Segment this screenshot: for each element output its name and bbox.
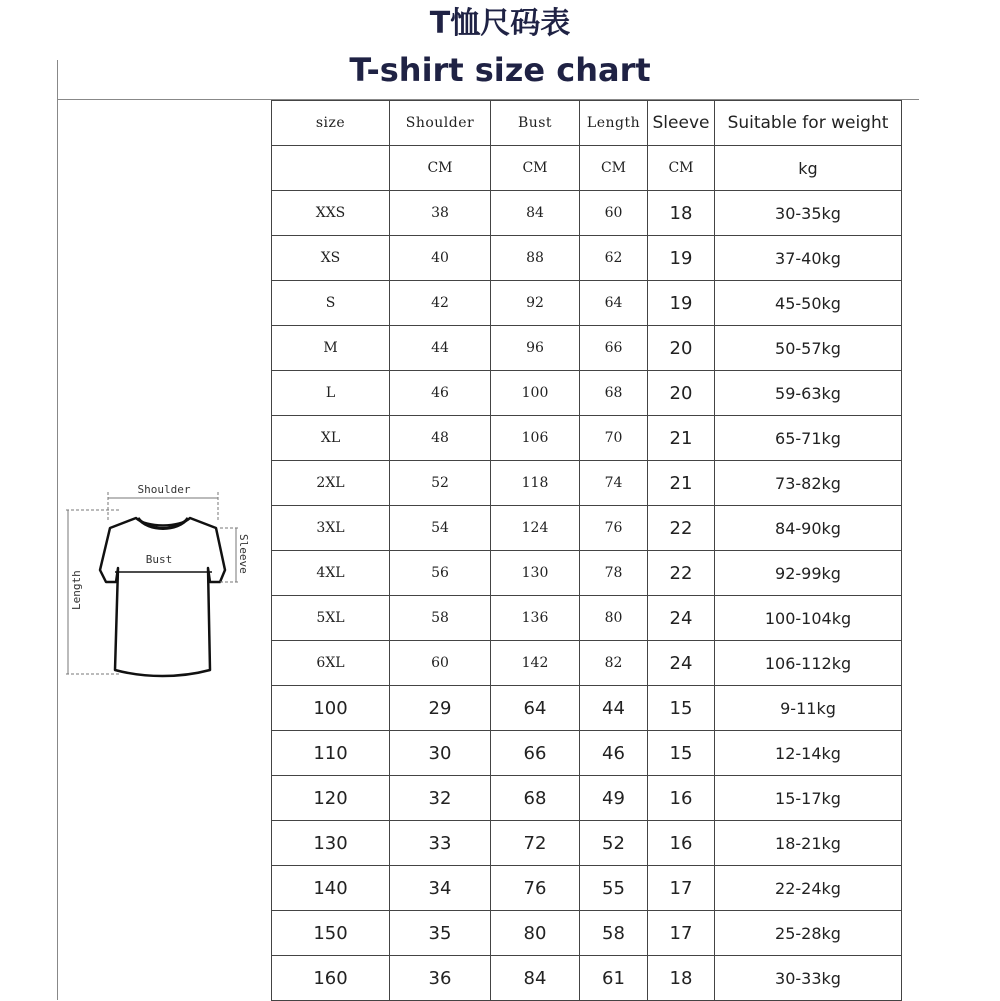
cell-bust: 84: [491, 956, 580, 1001]
cell-shoulder: 36: [390, 956, 491, 1001]
cell-weight: 9-11kg: [715, 686, 902, 731]
adult-size-row: [272, 641, 902, 686]
cell-bust: 76: [491, 866, 580, 911]
cell-shoulder: 29: [390, 686, 491, 731]
cell-weight: 73-82kg: [715, 461, 902, 506]
sleeve-label: Sleeve: [237, 534, 250, 574]
cell-sleeve: 22: [648, 551, 715, 596]
unit-bust: CM: [491, 146, 580, 191]
adult-size-row: [272, 236, 902, 281]
cell-weight: 45-50kg: [715, 281, 902, 326]
adult-size-row: [272, 461, 902, 506]
cell-size: 4XL: [272, 551, 390, 596]
unit-shoulder: CM: [390, 146, 491, 191]
frame-left-border: [57, 60, 58, 1000]
cell-shoulder: 34: [390, 866, 491, 911]
tshirt-measurement-diagram: [60, 470, 265, 690]
cell-weight: 22-24kg: [715, 866, 902, 911]
cell-bust: 84: [491, 191, 580, 236]
cell-sleeve: 24: [648, 596, 715, 641]
cell-length: 70: [580, 416, 648, 461]
bust-label: Bust: [145, 553, 173, 566]
unit-size: [272, 146, 390, 191]
cell-sleeve: 19: [648, 281, 715, 326]
cell-length: 82: [580, 641, 648, 686]
cell-length: 61: [580, 956, 648, 1001]
cell-size: 100: [272, 686, 390, 731]
unit-sleeve: CM: [648, 146, 715, 191]
cell-bust: 142: [491, 641, 580, 686]
cell-weight: 92-99kg: [715, 551, 902, 596]
cell-bust: 72: [491, 821, 580, 866]
cell-shoulder: 38: [390, 191, 491, 236]
cell-sleeve: 24: [648, 641, 715, 686]
cell-shoulder: 30: [390, 731, 491, 776]
cell-bust: 92: [491, 281, 580, 326]
cell-sleeve: 20: [648, 326, 715, 371]
cell-size: M: [272, 326, 390, 371]
cell-length: 60: [580, 191, 648, 236]
cell-weight: 50-57kg: [715, 326, 902, 371]
cell-weight: 106-112kg: [715, 641, 902, 686]
cell-bust: 118: [491, 461, 580, 506]
tshirt-outline: [100, 518, 225, 676]
cell-sleeve: 15: [648, 731, 715, 776]
cell-length: 46: [580, 731, 648, 776]
cell-length: 44: [580, 686, 648, 731]
cell-length: 55: [580, 866, 648, 911]
adult-size-row: [272, 596, 902, 641]
cell-shoulder: 35: [390, 911, 491, 956]
cell-bust: 64: [491, 686, 580, 731]
cell-length: 49: [580, 776, 648, 821]
adult-size-row: [272, 506, 902, 551]
adult-size-row: [272, 416, 902, 461]
cell-shoulder: 60: [390, 641, 491, 686]
cell-length: 58: [580, 911, 648, 956]
cell-sleeve: 18: [648, 956, 715, 1001]
cell-length: 80: [580, 596, 648, 641]
cell-length: 62: [580, 236, 648, 281]
cell-weight: 15-17kg: [715, 776, 902, 821]
cell-weight: 30-33kg: [715, 956, 902, 1001]
cell-length: 64: [580, 281, 648, 326]
cell-length: 76: [580, 506, 648, 551]
cell-length: 68: [580, 371, 648, 416]
cell-size: S: [272, 281, 390, 326]
cell-length: 78: [580, 551, 648, 596]
cell-shoulder: 58: [390, 596, 491, 641]
units-row: [272, 146, 902, 191]
kids-size-row: [272, 686, 902, 731]
kids-size-row: [272, 911, 902, 956]
adult-size-row: [272, 551, 902, 596]
cell-sleeve: 21: [648, 461, 715, 506]
cell-bust: 124: [491, 506, 580, 551]
cell-length: 74: [580, 461, 648, 506]
cell-size: 160: [272, 956, 390, 1001]
cell-size: L: [272, 371, 390, 416]
cell-shoulder: 42: [390, 281, 491, 326]
cell-bust: 88: [491, 236, 580, 281]
cell-sleeve: 15: [648, 686, 715, 731]
cell-shoulder: 40: [390, 236, 491, 281]
cell-size: XL: [272, 416, 390, 461]
cell-weight: 65-71kg: [715, 416, 902, 461]
cell-size: 3XL: [272, 506, 390, 551]
unit-weight: kg: [715, 146, 902, 191]
cell-length: 66: [580, 326, 648, 371]
cell-size: 150: [272, 911, 390, 956]
cell-weight: 37-40kg: [715, 236, 902, 281]
cell-shoulder: 52: [390, 461, 491, 506]
cell-sleeve: 16: [648, 821, 715, 866]
cell-bust: 106: [491, 416, 580, 461]
cell-shoulder: 33: [390, 821, 491, 866]
cell-shoulder: 44: [390, 326, 491, 371]
cell-shoulder: 32: [390, 776, 491, 821]
cell-bust: 80: [491, 911, 580, 956]
cell-size: 5XL: [272, 596, 390, 641]
header-bust: Bust: [491, 101, 580, 146]
header-size: size: [272, 101, 390, 146]
cell-bust: 96: [491, 326, 580, 371]
kids-size-row: [272, 866, 902, 911]
cell-sleeve: 17: [648, 866, 715, 911]
cell-weight: 18-21kg: [715, 821, 902, 866]
adult-size-row: [272, 326, 902, 371]
header-sleeve: Sleeve: [648, 101, 715, 146]
header-weight: Suitable for weight: [715, 101, 902, 146]
cell-weight: 30-35kg: [715, 191, 902, 236]
kids-size-row: [272, 956, 902, 1001]
adult-size-row: [272, 281, 902, 326]
cell-size: 140: [272, 866, 390, 911]
cell-weight: 84-90kg: [715, 506, 902, 551]
cell-size: 6XL: [272, 641, 390, 686]
cell-weight: 100-104kg: [715, 596, 902, 641]
cell-shoulder: 54: [390, 506, 491, 551]
cell-sleeve: 22: [648, 506, 715, 551]
cell-sleeve: 17: [648, 911, 715, 956]
header-length: Length: [580, 101, 648, 146]
cell-sleeve: 18: [648, 191, 715, 236]
cell-size: XS: [272, 236, 390, 281]
cell-bust: 66: [491, 731, 580, 776]
cell-length: 52: [580, 821, 648, 866]
page-title-chinese: T恤尺码表: [429, 6, 571, 41]
kids-size-row: [272, 731, 902, 776]
cell-weight: 25-28kg: [715, 911, 902, 956]
length-label: Length: [70, 570, 83, 610]
cell-bust: 68: [491, 776, 580, 821]
size-chart-body: [272, 101, 902, 1001]
cell-bust: 130: [491, 551, 580, 596]
cell-sleeve: 21: [648, 416, 715, 461]
kids-size-row: [272, 776, 902, 821]
cell-bust: 100: [491, 371, 580, 416]
unit-length: CM: [580, 146, 648, 191]
cell-size: 110: [272, 731, 390, 776]
cell-sleeve: 16: [648, 776, 715, 821]
page-title-english: T-shirt size chart: [349, 51, 651, 89]
adult-size-row: [272, 371, 902, 416]
cell-weight: 59-63kg: [715, 371, 902, 416]
cell-size: 120: [272, 776, 390, 821]
shoulder-label: Shoulder: [137, 483, 191, 496]
cell-size: XXS: [272, 191, 390, 236]
adult-size-row: [272, 191, 902, 236]
cell-sleeve: 20: [648, 371, 715, 416]
kids-size-row: [272, 821, 902, 866]
cell-size: 2XL: [272, 461, 390, 506]
cell-shoulder: 56: [390, 551, 491, 596]
header-shoulder: Shoulder: [390, 101, 491, 146]
cell-weight: 12-14kg: [715, 731, 902, 776]
cell-size: 130: [272, 821, 390, 866]
tshirt-diagram-svg: [60, 470, 265, 690]
cell-bust: 136: [491, 596, 580, 641]
header-row: [272, 101, 902, 146]
cell-sleeve: 19: [648, 236, 715, 281]
cell-shoulder: 48: [390, 416, 491, 461]
cell-shoulder: 46: [390, 371, 491, 416]
size-chart-table: [271, 100, 902, 1001]
